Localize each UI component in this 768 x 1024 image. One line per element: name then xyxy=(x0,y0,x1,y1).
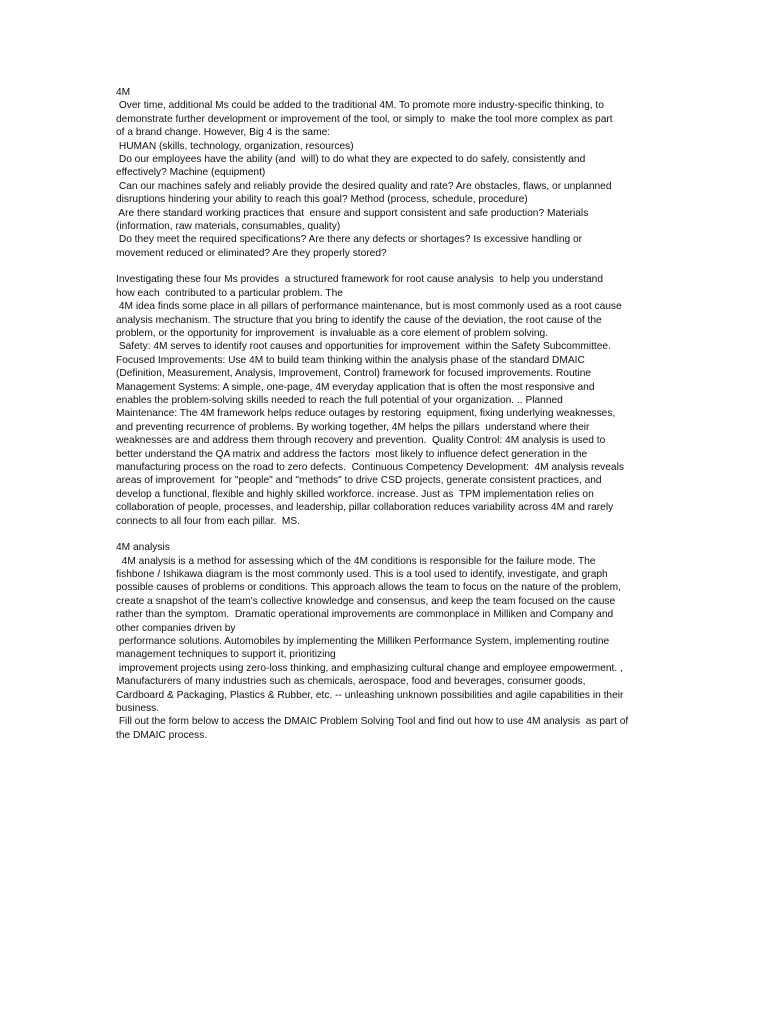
text-line: Maintenance: The 4M framework helps reduce outages by restoring equipment, fixing underlying weaknesses, xyxy=(116,408,616,420)
text-line: Do our employees have the ability (and will) to do what they are expected to do safely, consistently and xyxy=(116,153,586,165)
text-line: 4M analysis is a method for assessing which of the 4M conditions is responsible for the failure mode. The xyxy=(116,555,596,567)
text-line: develop a functional, flexible and highly skilled workforce. increase. Just as TPM implementation relies on xyxy=(116,488,594,500)
text-line: effectively? Machine (equipment) xyxy=(116,167,266,179)
text-line: possible causes of problems or conditions. This approach allows the team to focus on the nature of the problem, xyxy=(116,582,621,594)
text-line: Over time, additional Ms could be added to the traditional 4M. To promote more industry-specific thinking, to xyxy=(116,100,604,112)
text-line: areas of improvement for "people" and "methods" to drive CSD projects, generate consistent practices, and xyxy=(116,475,602,487)
text-line: of a brand change. However, Big 4 is the same: xyxy=(116,127,331,139)
section-heading: 4M analysis xyxy=(116,542,170,554)
section-4m-analysis xyxy=(116,541,656,742)
text-line: create a snapshot of the team's collective knowledge and consensus, and keep the team focused on the cause xyxy=(116,595,616,607)
paragraph-gap xyxy=(116,528,656,541)
text-line: Cardboard & Packaging, Plastics & Rubber, etc. -- unleashing unknown possibilities and agile capabilities in their xyxy=(116,689,624,701)
text-line: Can our machines safely and reliably provide the desired quality and rate? Are obstacles, flaws, or unplanned xyxy=(116,180,612,192)
section-4m-pillars xyxy=(116,273,656,527)
text-line: and preventing recurrence of problems. By working together, 4M helps the pillars understand where their xyxy=(116,421,590,433)
text-line: Manufacturers of many industries such as chemicals, aerospace, food and beverages, consumer goods, xyxy=(116,676,586,688)
document-page xyxy=(116,86,656,742)
text-line: performance solutions. Automobiles by implementing the Milliken Performance System, implementing routine xyxy=(116,636,610,648)
text-line: other companies driven by xyxy=(116,622,236,634)
text-line: demonstrate further development or improvement of the tool, or simply to make the tool more complex as part xyxy=(116,113,613,125)
text-line: 4M idea finds some place in all pillars of performance maintenance, but is most commonly used as a root cause xyxy=(116,301,622,313)
text-line: Fill out the form below to access the DMAIC Problem Solving Tool and find out how to use 4M analysis as part of xyxy=(116,716,629,728)
text-line: Do they meet the required specifications? Are there any defects or shortages? Is excessive handling or xyxy=(116,234,583,246)
text-line: Are there standard working practices that ensure and support consistent and safe production? Materials xyxy=(116,207,589,219)
text-line: better understand the QA matrix and address the factors most likely to influence defect generation in the xyxy=(116,448,588,460)
text-line: how each contributed to a particular problem. The xyxy=(116,287,343,299)
text-line: business. xyxy=(116,702,160,714)
text-line: rather than the symptom. Dramatic operational improvements are commonplace in Milliken and Company and xyxy=(116,609,614,621)
text-line: HUMAN (skills, technology, organization, resources) xyxy=(116,140,354,152)
text-line: enables the problem-solving skills needed to reach the full potential of your organization. .. Planned xyxy=(116,394,563,406)
text-line: management techniques to support it, prioritizing xyxy=(116,649,336,661)
text-line: Investigating these four Ms provides a structured framework for root cause analysis to help you understand xyxy=(116,274,603,286)
text-line: problem, or the opportunity for improvement is invaluable as a core element of problem solving. xyxy=(116,328,549,340)
text-line: movement reduced or eliminated? Are they properly stored? xyxy=(116,247,387,259)
text-line: Focused Improvements: Use 4M to build team thinking within the analysis phase of the standard DMAIC xyxy=(116,354,585,366)
text-line: connects to all four from each pillar. MS. xyxy=(116,515,301,527)
text-line: (information, raw materials, consumables, quality) xyxy=(116,220,341,232)
paragraph-gap xyxy=(116,260,656,273)
text-line: fishbone / Ishikawa diagram is the most commonly used. This is a tool used to identify, investigate, and graph xyxy=(116,569,608,581)
text-line: analysis mechanism. The structure that you bring to identify the cause of the deviation, the root cause of the xyxy=(116,314,602,326)
text-line: Management Systems: A simple, one-page, 4M everyday application that is often the most responsive and xyxy=(116,381,595,393)
text-line: manufacturing process on the road to zero defects. Continuous Competency Development: 4M analysis reveals xyxy=(116,461,624,473)
text-line: improvement projects using zero-loss thinking, and emphasizing cultural change and employee empowerment. , xyxy=(116,662,623,674)
section-heading: 4M xyxy=(116,87,131,98)
text-line: the DMAIC process. xyxy=(116,729,208,741)
text-line: disruptions hindering your ability to reach this goal? Method (process, schedule, procedure) xyxy=(116,194,528,206)
section-4m-intro xyxy=(116,86,656,260)
text-line: (Definition, Measurement, Analysis, Improvement, Control) framework for focused improvements. Routine xyxy=(116,368,592,380)
text-line: weaknesses are and address them through recovery and prevention. Quality Control: 4M analysis is used to xyxy=(116,435,606,447)
text-line: collaboration of people, processes, and leadership, pillar collaboration reduces variability across 4M and rarely xyxy=(116,502,614,514)
text-line: Safety: 4M serves to identify root causes and opportunities for improvement within the Safety Subcommittee. xyxy=(116,341,611,353)
